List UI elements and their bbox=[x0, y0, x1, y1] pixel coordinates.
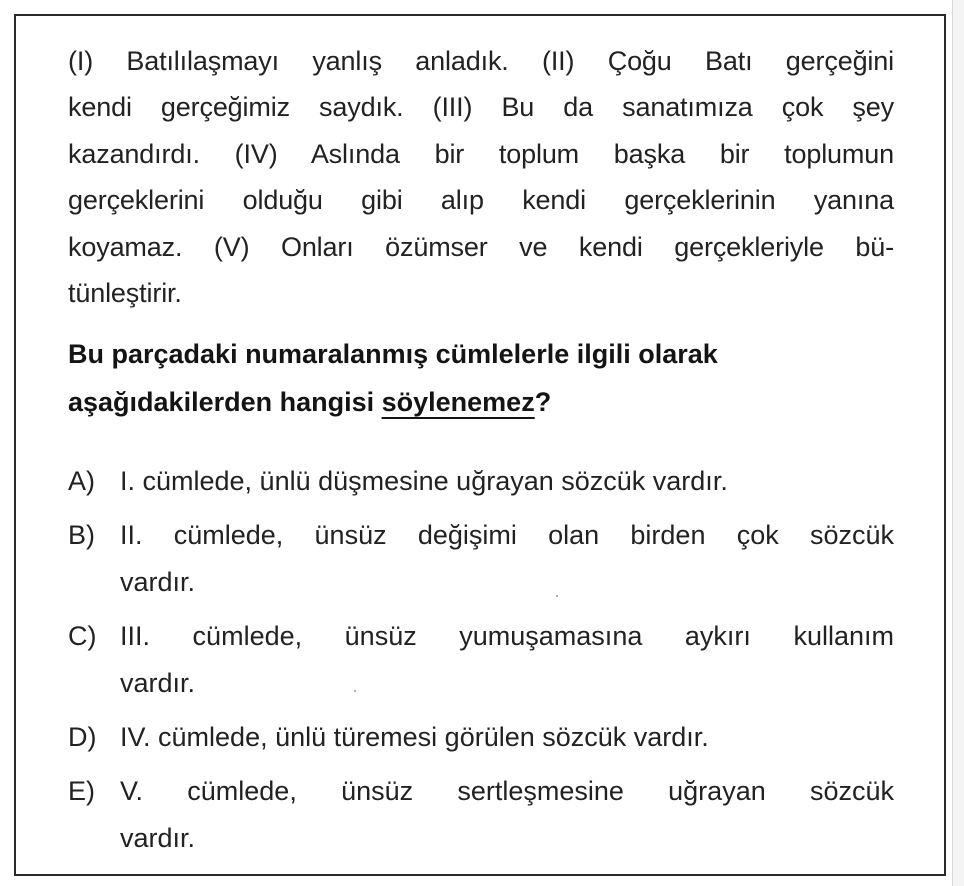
option-text bbox=[120, 714, 894, 761]
question-suffix: ? bbox=[534, 387, 552, 417]
option-letter: D) bbox=[68, 722, 97, 752]
option-d[interactable] bbox=[68, 714, 894, 761]
option-line: V. cümlede, ünsüz sertleşmesine uğrayan sözcük bbox=[120, 776, 894, 806]
question-emphasis: söylenemez bbox=[381, 387, 535, 417]
question-prefix: aşağıdakilerden hangisi bbox=[68, 387, 382, 417]
option-line: vardır. bbox=[120, 567, 196, 597]
option-line: II. cümlede, ünsüz değişimi olan birden çok sözcük bbox=[120, 520, 894, 550]
passage-line: tünleştirir. bbox=[68, 278, 182, 309]
option-letter: C) bbox=[68, 621, 97, 651]
option-text bbox=[120, 613, 894, 707]
option-letter: A) bbox=[68, 466, 95, 496]
passage-line: gerçeklerini olduğu gibi alıp kendi gerçeklerinin yanına bbox=[68, 185, 894, 216]
option-a[interactable] bbox=[68, 458, 894, 505]
option-text bbox=[120, 768, 894, 862]
page-edge bbox=[952, 0, 964, 886]
scan-speck bbox=[354, 690, 356, 692]
option-line: III. cümlede, ünsüz yumuşamasına aykırı kullanım bbox=[120, 621, 894, 651]
question-line bbox=[68, 378, 894, 426]
question-stem bbox=[68, 330, 894, 426]
passage-line: (I) Batılılaşmayı yanlış anladık. (II) Çoğu Batı gerçeğini bbox=[68, 46, 894, 76]
passage-line: kazandırdı. (IV) Aslında bir toplum başka bir toplumun bbox=[68, 138, 894, 169]
passage-line: kendi gerçeğimiz saydık. (III) Bu da sanatımıza çok şey bbox=[68, 92, 894, 123]
option-line: I. cümlede, ünlü düşmesine uğrayan sözcük vardır. bbox=[120, 466, 728, 496]
scan-speck bbox=[556, 595, 558, 597]
option-line: IV. cümlede, ünlü türemesi görülen sözcük vardır. bbox=[120, 722, 709, 752]
option-text bbox=[120, 512, 894, 606]
option-letter: B) bbox=[68, 520, 95, 550]
answer-options bbox=[68, 458, 894, 869]
passage-line: koyamaz. (V) Onları özümser ve kendi gerçekleriyle bü- bbox=[68, 231, 894, 262]
option-text bbox=[120, 458, 894, 505]
question-line: Bu parçadaki numaralanmış cümlelerle ilgili olarak bbox=[68, 339, 718, 369]
passage bbox=[68, 38, 894, 316]
option-b[interactable] bbox=[68, 512, 894, 606]
option-line: vardır. bbox=[120, 823, 196, 853]
option-line: vardır. bbox=[120, 668, 196, 698]
option-letter: E) bbox=[68, 776, 95, 806]
option-e[interactable] bbox=[68, 768, 894, 862]
option-c[interactable] bbox=[68, 613, 894, 707]
